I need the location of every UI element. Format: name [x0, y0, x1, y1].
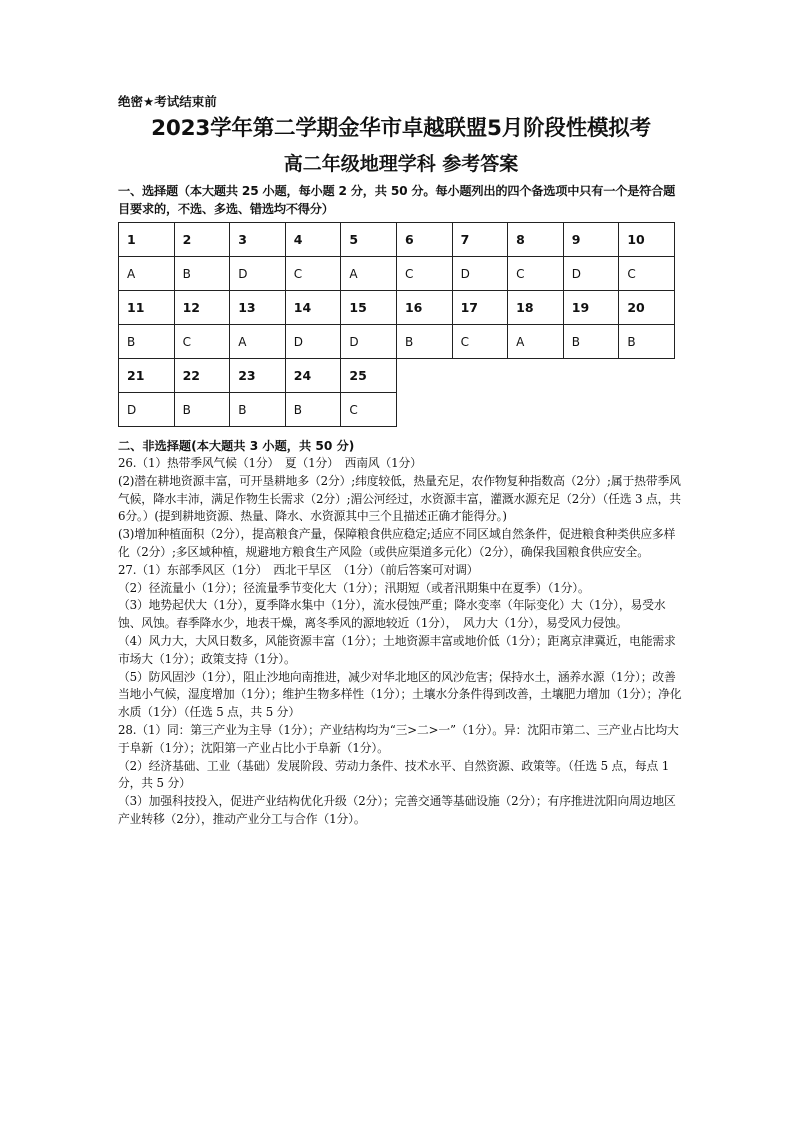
question-number-cell: 22: [174, 359, 230, 393]
question-number-cell: 20: [619, 291, 675, 325]
answer-cell: A: [119, 257, 175, 291]
answer-cell: C: [508, 257, 564, 291]
empty-cell: [508, 359, 564, 393]
answer-cell: B: [619, 325, 675, 359]
question-number-row: [119, 359, 675, 393]
answer-cell: D: [119, 393, 175, 427]
answer-cell: B: [230, 393, 286, 427]
answer-paragraph: （5）防风固沙（1分），阻止沙地向南推进，减少对华北地区的风沙危害；保持水土，涵养水源（1分）；改善当地小气候，湿度增加（1分）；维护生物多样性（1分）；土壤水分条件得到改善，土壤肥力增加（1分）；净化水质（1分）（任选 5 点，共 5 分）: [118, 669, 682, 720]
page-title: 2023学年第二学期金华市卓越联盟5月阶段性模拟考: [151, 116, 651, 141]
answer-cell: C: [619, 257, 675, 291]
question-number-cell: 15: [341, 291, 397, 325]
answer-paragraph: （3）加强科技投入，促进产业结构优化升级（2分）；完善交通等基础设施（2分）；有序推进沈阳向周边地区产业转移（2分），推动产业分工与合作（1分）。: [118, 794, 676, 826]
question-number-row: [119, 223, 675, 257]
answer-cell: D: [285, 325, 341, 359]
question-number-cell: 11: [119, 291, 175, 325]
answer-cell: A: [508, 325, 564, 359]
confidential-label: 绝密★考试结束前: [118, 94, 217, 109]
answer-cell: D: [452, 257, 508, 291]
empty-cell: [396, 393, 452, 427]
question-number-cell: 4: [285, 223, 341, 257]
question-number-cell: 16: [396, 291, 452, 325]
answer-cell: A: [341, 257, 397, 291]
answer-paragraph: 26.（1）热带季风气候（1分） 夏（1分） 西南风（1分）: [118, 456, 422, 470]
answer-cell: D: [563, 257, 619, 291]
answer-cell: D: [230, 257, 286, 291]
answer-paragraph: (3)增加种植面积（2分），提高粮食产量，保障粮食供应稳定;适应不同区域自然条件，促进粮食种类供应多样化（2分）;多区域种植，规避地方粮食生产风险（或供应渠道多元化）（2分），确保我国粮食供应安全。: [118, 527, 676, 559]
answer-row: [119, 393, 675, 427]
question-number-cell: 9: [563, 223, 619, 257]
empty-cell: [452, 393, 508, 427]
question-number-cell: 8: [508, 223, 564, 257]
answer-cell: A: [230, 325, 286, 359]
section1-heading: 一、选择题（本大题共 25 小题，每小题 2 分，共 50 分。每小题列出的四个备选项中只有一个是符合题目要求的，不选、多选、错选均不得分）: [118, 184, 676, 216]
question-number-cell: 2: [174, 223, 230, 257]
page-subtitle: 高二年级地理学科 参考答案: [283, 153, 519, 175]
answer-cell: B: [174, 393, 230, 427]
empty-cell: [396, 359, 452, 393]
answer-table-body: [119, 223, 675, 427]
answer-cell: C: [396, 257, 452, 291]
empty-cell: [563, 393, 619, 427]
answer-cell: B: [174, 257, 230, 291]
question-number-cell: 25: [341, 359, 397, 393]
question-number-cell: 10: [619, 223, 675, 257]
question-number-row: [119, 291, 675, 325]
question-number-cell: 19: [563, 291, 619, 325]
answer-cell: C: [174, 325, 230, 359]
answer-cell: B: [396, 325, 452, 359]
question-number-cell: 12: [174, 291, 230, 325]
question-number-cell: 18: [508, 291, 564, 325]
empty-cell: [452, 359, 508, 393]
question-number-cell: 1: [119, 223, 175, 257]
answer-paragraph: （2）经济基础、工业（基础）发展阶段、劳动力条件、技术水平、自然资源、政策等。（任选 5 点，每点 1 分，共 5 分）: [118, 758, 670, 791]
question-number-cell: 17: [452, 291, 508, 325]
question-number-cell: 13: [230, 291, 286, 325]
answer-paragraph: 27.（1）东部季风区（1分） 西北干旱区 （1分）（前后答案可对调）: [118, 562, 479, 577]
answer-row: [119, 325, 675, 359]
answer-cell: C: [285, 257, 341, 291]
answer-cell: C: [341, 393, 397, 427]
question-number-cell: 7: [452, 223, 508, 257]
question-number-cell: 23: [230, 359, 286, 393]
answer-paragraph: （3）地势起伏大（1分），夏季降水集中（1分），流水侵蚀严重；降水变率（年际变化）大（1分），易受水蚀、风蚀。春季降水少，地表干燥，离冬季风的源地较近（1分）， 风力大（1分），易受风力侵蚀。: [118, 598, 666, 631]
answer-cell: D: [341, 325, 397, 359]
question-number-cell: 6: [396, 223, 452, 257]
answer-paragraph: （4）风力大，大风日数多，风能资源丰富（1分）；土地资源丰富或地价低（1分）；距离京津冀近，电能需求市场大（1分）；政策支持（1分）。: [118, 633, 676, 666]
empty-cell: [619, 359, 675, 393]
section2-content: [118, 455, 684, 829]
section2-heading: 二、非选择题(本大题共 3 小题，共 50 分): [118, 439, 355, 453]
empty-cell: [619, 393, 675, 427]
answer-sheet: [118, 94, 684, 829]
question-number-cell: 24: [285, 359, 341, 393]
answer-cell: C: [452, 325, 508, 359]
empty-cell: [563, 359, 619, 393]
answer-paragraph: （2）径流量小（1分）；径流量季节变化大（1分）；汛期短（或者汛期集中在夏季）（1分）。: [118, 580, 590, 595]
question-number-cell: 21: [119, 359, 175, 393]
question-number-cell: 3: [230, 223, 286, 257]
answer-paragraph: 28.（1）同：第三产业为主导（1分）；产业结构均为“三>二>一”（1分）。异：沈阳市第二、三产业占比均大于阜新（1分）；沈阳第一产业占比小于阜新（1分）。: [118, 722, 679, 755]
answer-row: [119, 257, 675, 291]
answer-cell: B: [285, 393, 341, 427]
question-number-cell: 14: [285, 291, 341, 325]
question-number-cell: 5: [341, 223, 397, 257]
answer-table: [118, 222, 675, 427]
answer-cell: B: [563, 325, 619, 359]
empty-cell: [508, 393, 564, 427]
answer-cell: B: [119, 325, 175, 359]
answer-paragraph: (2)潜在耕地资源丰富，可开垦耕地多（2分）;纬度较低，热量充足，农作物复种指数高（2分）;属于热带季风气候，降水丰沛，满足作物生长需求（2分）;湄公河经过，水资源丰富，灌溉水源充足（2分）（任选 3 点，共 6分。）(提到耕地资源、热量、降水、水资源其中三个且描述正确才能得分。): [118, 473, 681, 524]
